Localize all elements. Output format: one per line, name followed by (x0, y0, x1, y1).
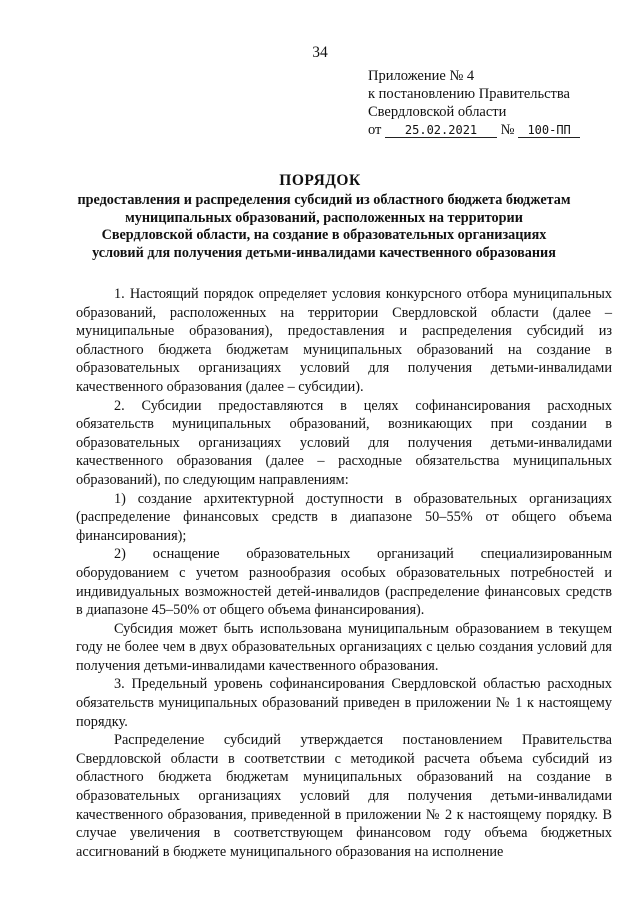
page-number: 34 (312, 44, 328, 61)
number-prefix: № (500, 122, 515, 138)
paragraph: 1. Настоящий порядок определяет условия конкурсного отбора муниципальных образований, расположенных на территории Свердловской области (далее – муниципальные образования), предоставления и распределения субсидий из областного бюджета бюджетам муниципальных образований на создание в образовательных организациях условий для получения детьми-инвалидами качественного образования (далее – субсидии). (76, 286, 612, 395)
appendix-line-2: к постановлению Правительства (368, 86, 570, 102)
paragraph: 2) оснащение образовательных организаций специализированным оборудованием с учетом разнообразия особых образовательных потребностей и индивидуальных возможностей детей-инвалидов (распределение финансовых средств в диапазоне 45–50% от общего объема финансирования). (76, 546, 612, 619)
subtitle-line: предоставления и распределения субсидий из областного бюджета бюджетам (77, 192, 571, 208)
document-body (76, 285, 612, 861)
number-value: 100-ПП (518, 123, 580, 138)
date-prefix: от (368, 122, 382, 138)
subtitle-line: муниципальных образований, расположенных на территории (125, 209, 523, 226)
document-subtitle (60, 192, 588, 262)
appendix-line-3: Свердловской области (368, 104, 507, 120)
date-value: 25.02.2021 (385, 123, 497, 138)
paragraph: 3. Предельный уровень софинансирования Свердловской областью расходных обязательств муниципальных образований приведен в приложении № 1 к настоящему порядку. (76, 676, 612, 730)
subtitle-line: условий для получения детьми-инвалидами качественного образования (92, 244, 556, 261)
paragraph: 1) создание архитектурной доступности в образовательных организациях (распределение финансовых средств в диапазоне 50–55% от общего объема финансирования); (76, 490, 612, 544)
appendix-block (368, 67, 580, 139)
paragraph: Субсидия может быть использована муниципальным образованием в текущем году не более чем в двух образовательных организациях с целью создания условий для получения детьми-инвалидами качественного образования. (76, 620, 612, 674)
subtitle-line: Свердловской области, на создание в образовательных организациях (101, 227, 547, 243)
appendix-date-line (368, 121, 580, 139)
paragraph: 2. Субсидии предоставляются в целях софинансирования расходных обязательств муниципальных образований, возникающих при создании в образовательных организациях условий для получения детьми-инвалидами качественного образования (далее – расходные обязательства муниципальных образований), по следующим направлениям: (76, 397, 612, 488)
appendix-line-1: Приложение № 4 (368, 68, 475, 84)
document-title: ПОРЯДОК (279, 172, 361, 189)
paragraph: Распределение субсидий утверждается постановлением Правительства Свердловской области в соответствии с методикой расчета объема субсидий из областного бюджета бюджетам муниципальных образований на создание в образовательных организациях условий для получения детьми-инвалидами качественного образования, приведенной в приложении № 2 к настоящему порядку. В случае увеличения в соответствующем финансовом году объема бюджетных ассигнований в бюджете муниципального образования на исполнение (76, 732, 612, 860)
